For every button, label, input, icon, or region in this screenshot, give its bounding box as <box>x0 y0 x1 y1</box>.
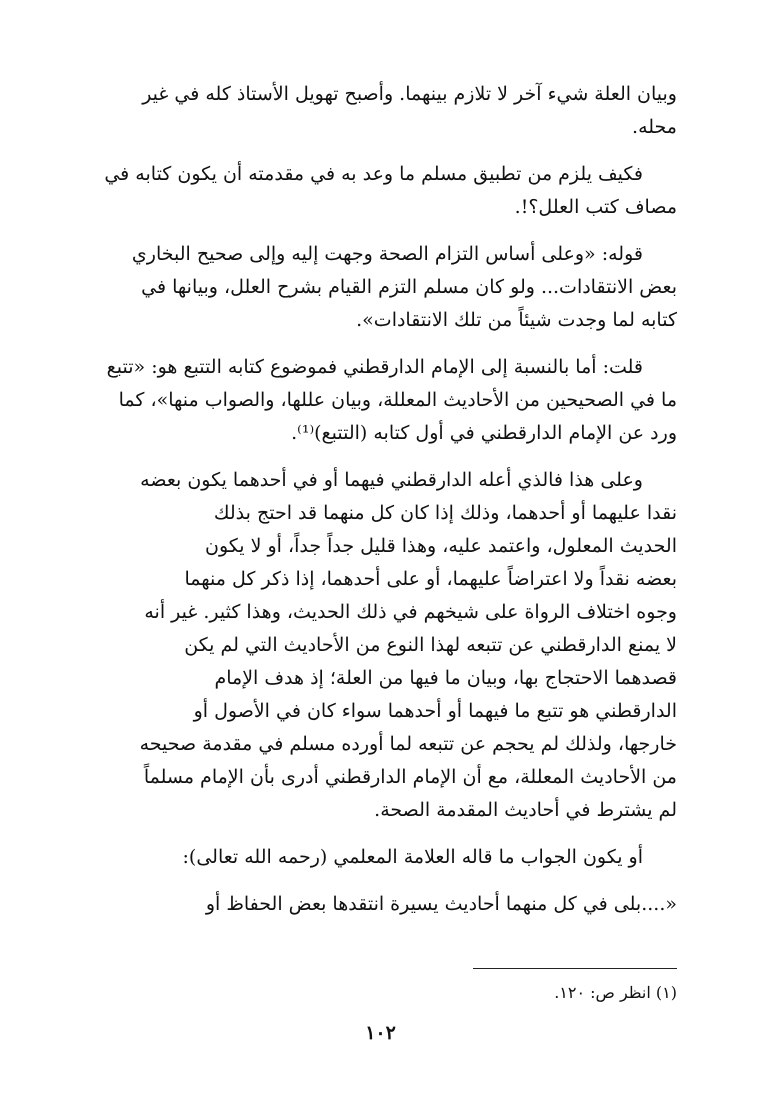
footnote: (١) انظر ص: ١٢٠. <box>554 983 677 1002</box>
page-body <box>84 78 677 921</box>
text-line: نقدا عليهما أو أحدهما، وذلك إذا كان كل منهما قد احتج بذلك <box>213 502 677 524</box>
text-line: وجوه اختلاف الرواة على شيخهم في ذلك الحديث، وهذا كثير. غير أنه <box>144 601 677 623</box>
text-line: محله. <box>632 116 677 138</box>
text-line: قصدهما الاحتجاج بها، وبيان ما فيها من العلة؛ إذ هدف الإمام <box>214 667 677 689</box>
paragraph-6 <box>84 841 677 874</box>
page-number: ١٠٢ <box>365 1022 396 1044</box>
paragraph-1 <box>84 78 677 144</box>
text-line: قلت: أما بالنسبة إلى الإمام الدارقطني فموضوع كتابه التتبع هو: «تتبع <box>106 356 643 378</box>
text-line: لا يمنع الدارقطني عن تتبعه لهذا النوع من الأحاديث التي لم يكن <box>184 634 677 656</box>
paragraph-5 <box>84 464 677 827</box>
paragraph-4 <box>84 351 677 450</box>
text-line: ورد عن الإمام الدارقطني في أول كتابه (التتبع)⁽¹⁾. <box>291 422 677 444</box>
text-line: مصاف كتب العلل؟!. <box>514 196 677 218</box>
footnote-divider <box>473 968 677 969</box>
text-line: خارجها، ولذلك لم يحجم عن تتبعه لما أورده مسلم في مقدمة صحيحه <box>139 733 677 755</box>
text-line: كتابه لما وجدت شيئاً من تلك الانتقادات». <box>356 309 677 331</box>
text-line: أو يكون الجواب ما قاله العلامة المعلمي (رحمه الله تعالى): <box>182 846 643 868</box>
text-line: فكيف يلزم من تطبيق مسلم ما وعد به في مقدمته أن يكون كتابه في <box>104 163 643 185</box>
text-line: الحديث المعلول، واعتمد عليه، وهذا قليل جداً جداً، أو لا يكون <box>205 535 677 557</box>
text-line: لم يشترط في أحاديث المقدمة الصحة. <box>374 799 677 821</box>
text-line: «....بلى في كل منهما أحاديث يسيرة انتقدها بعض الحفاظ أو <box>205 893 677 915</box>
text-line: من الأحاديث المعللة، مع أن الإمام الدارقطني أدرى بأن الإمام مسلماً <box>143 766 677 788</box>
text-line: بعض الانتقادات... ولو كان مسلم التزم القيام بشرح العلل، وبيانها في <box>141 276 677 298</box>
paragraph-2 <box>84 158 677 224</box>
text-line: قوله: «وعلى أساس التزام الصحة وجهت إليه وإلى صحيح البخاري <box>131 243 643 265</box>
paragraph-3 <box>84 238 677 337</box>
text-line: ما في الصحيحين من الأحاديث المعللة، وبيان عللها، والصواب منها»، كما <box>118 389 677 411</box>
text-line: الدارقطني هو تتبع ما فيهما أو أحدهما سواء كان في الأصول أو <box>193 700 677 722</box>
text-line: بعضه نقداً ولا اعتراضاً عليهما، أو على أحدهما، إذا ذكر كل منهما <box>184 568 677 590</box>
paragraph-7 <box>84 888 677 921</box>
text-line: وبيان العلة شيء آخر لا تلازم بينهما. وأصبح تهويل الأستاذ كله في غير <box>142 83 677 105</box>
text-line: وعلى هذا فالذي أعله الدارقطني فيهما أو في أحدهما يكون بعضه <box>140 469 643 491</box>
